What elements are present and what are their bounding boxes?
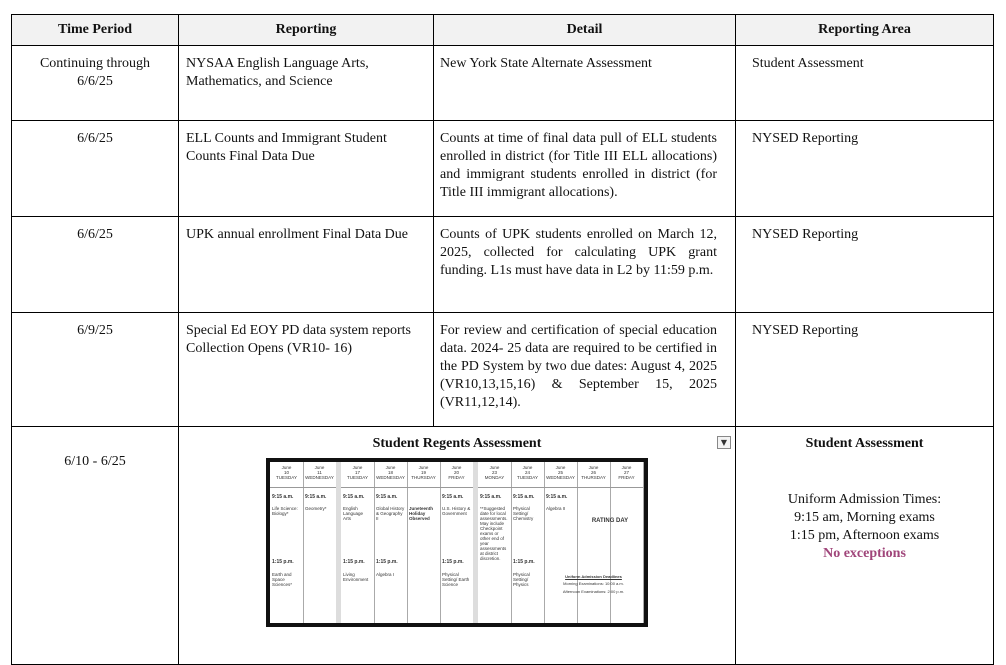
regents-period: 6/10 - 6/25 — [64, 454, 126, 469]
schedule-weekday: WEDNESDAY — [305, 475, 334, 480]
reporting-table — [11, 14, 994, 665]
schedule-pm-exam: Living Environment — [343, 572, 369, 582]
regents-schedule-image — [266, 458, 648, 627]
reporting-cell: NYSAA English Language Arts, Mathematics, and Science — [179, 46, 434, 121]
schedule-date: 27 — [623, 470, 629, 475]
detail-cell: Counts of UPK students enrolled on March 12, 2025, collected for calculating UPK grant funding. L1s must have data in L2 by 11:59 p.m. — [434, 217, 736, 313]
reporting-area-cell: NYSED Reporting — [736, 313, 994, 427]
schedule-day-column — [374, 462, 408, 623]
schedule-am-exam: Global History & Geography II — [376, 506, 405, 521]
detail-cell: For review and certification of special education data. 2024- 25 data are required to be certified in the PD System by two due dates: August 4, 2025 (VR10,13,15,16) & September 15, 2025 (VR11,12,14). — [434, 313, 736, 427]
schedule-day-column — [303, 462, 337, 623]
schedule-day-column — [407, 462, 441, 623]
schedule-am-time: 9:15 a.m. — [513, 494, 535, 500]
table-row — [12, 46, 994, 121]
reporting-cell: ELL Counts and Immigrant Student Counts Final Data Due — [179, 121, 434, 217]
schedule-day-column — [270, 462, 304, 623]
schedule-am-exam: Juneteenth Holiday Observed — [409, 506, 434, 521]
schedule-pm-exam: Physical Setting/ Physics — [513, 572, 530, 587]
schedule-weekday: FRIDAY — [618, 475, 635, 480]
schedule-pm-time: 1:15 p.m. — [513, 559, 535, 565]
reporting-area-cell: Student Assessment — [736, 46, 994, 121]
schedule-am-exam: Geometry* — [305, 506, 327, 511]
regents-row — [12, 427, 994, 665]
schedule-day-column — [478, 462, 512, 623]
schedule-day-column — [544, 462, 578, 623]
schedule-pm-exam: Earth and Space Sciences* — [272, 572, 293, 587]
schedule-weekday: MONDAY — [484, 475, 505, 480]
reporting-cell: UPK annual enrollment Final Data Due — [179, 217, 434, 313]
uad-afternoon: Afternoon Examinations: 2:00 p.m. — [562, 589, 625, 594]
header-detail: Detail — [434, 15, 736, 46]
reporting-area-cell — [736, 427, 994, 665]
schedule-date: 23 — [491, 470, 497, 475]
schedule-month: June — [314, 465, 325, 470]
schedule-weekday: TUESDAY — [276, 475, 297, 480]
schedule-pm-time: 1:15 p.m. — [442, 559, 464, 565]
schedule-am-time: 9:15 a.m. — [546, 494, 568, 500]
header-time-period: Time Period — [12, 15, 179, 46]
schedule-am-time: 9:15 a.m. — [480, 494, 502, 500]
table-row — [12, 217, 994, 313]
rating-day-label: RATING DAY — [591, 518, 629, 524]
schedule-weekday: WEDNESDAY — [546, 475, 575, 480]
schedule-month: June — [352, 465, 363, 470]
schedule-pm-time: 1:15 p.m. — [343, 559, 365, 565]
schedule-am-exam: Algebra II — [546, 506, 566, 511]
schedule-day-header — [544, 462, 577, 488]
schedule-month: June — [418, 465, 429, 470]
schedule-pm-exam: Algebra I — [376, 572, 395, 577]
schedule-date: 25 — [557, 470, 563, 475]
uad-morning: Morning Examinations: 10:00 a.m. — [563, 581, 624, 586]
schedule-am-exam: Life Science: Biology* — [272, 506, 298, 516]
schedule-day-header — [407, 462, 440, 488]
schedule-date: 26 — [590, 470, 596, 475]
schedule-day-header — [610, 462, 643, 488]
time-period-cell: Continuing through 6/6/25 — [12, 46, 179, 121]
time-period-cell: 6/9/25 — [12, 313, 179, 427]
schedule-month: June — [555, 465, 566, 470]
schedule-month: June — [588, 465, 599, 470]
header-reporting-area: Reporting Area — [736, 15, 994, 46]
schedule-am-exam: Physical Setting/ Chemistry — [513, 506, 534, 521]
schedule-am-exam: U.S. History & Government — [442, 506, 471, 516]
schedule-month: June — [281, 465, 292, 470]
detail-cell: New York State Alternate Assessment — [434, 46, 736, 121]
schedule-day-header — [270, 462, 303, 488]
schedule-date: 10 — [283, 470, 289, 475]
schedule-day-header — [577, 462, 610, 488]
document — [11, 14, 993, 665]
header-reporting: Reporting — [179, 15, 434, 46]
schedule-am-exam: English Language Arts — [343, 506, 364, 521]
schedule-grid — [270, 462, 644, 623]
regents-cell — [179, 427, 736, 665]
schedule-date: 24 — [524, 470, 530, 475]
schedule-day-column — [440, 462, 474, 623]
time-period-cell: 6/6/25 — [12, 121, 179, 217]
afternoon-time: 1:15 pm, Afternoon exams — [789, 528, 940, 543]
reporting-area-cell: NYSED Reporting — [736, 121, 994, 217]
schedule-day-column — [341, 462, 375, 623]
schedule-month: June — [385, 465, 396, 470]
schedule-day-column — [511, 462, 545, 623]
schedule-am-time: 9:15 a.m. — [305, 494, 327, 500]
schedule-date: 20 — [453, 470, 459, 475]
schedule-month: June — [489, 465, 500, 470]
chevron-down-icon[interactable]: ▼ — [717, 436, 731, 449]
time-period-cell — [12, 427, 179, 665]
schedule-month: June — [451, 465, 462, 470]
schedule-pm-time: 1:15 p.m. — [272, 559, 294, 565]
schedule-day-header — [341, 462, 374, 488]
morning-time: 9:15 am, Morning exams — [794, 510, 935, 525]
schedule-day-column — [577, 462, 611, 623]
table-header-row — [12, 15, 994, 46]
schedule-am-time: 9:15 a.m. — [442, 494, 464, 500]
schedule-am-time: 9:15 a.m. — [272, 494, 294, 500]
schedule-weekday: TUESDAY — [347, 475, 368, 480]
schedule-date: 11 — [317, 470, 322, 475]
schedule-am-time: 9:15 a.m. — [343, 494, 365, 500]
reporting-area-cell: NYSED Reporting — [736, 217, 994, 313]
schedule-pm-time: 1:15 p.m. — [376, 559, 398, 565]
reporting-cell: Special Ed EOY PD data system reports Collection Opens (VR10- 16) — [179, 313, 434, 427]
regents-title: Student Regents Assessment — [372, 436, 542, 451]
schedule-month: June — [522, 465, 533, 470]
schedule-am-time: 9:15 a.m. — [376, 494, 398, 500]
schedule-date: 18 — [387, 470, 393, 475]
admission-heading: Uniform Admission Times: — [787, 492, 942, 507]
regents-title-block — [179, 435, 735, 453]
schedule-am-exam: **Suggested date for local assessments. May include Checkpoint exams or other end of year assessments at district discretion. — [480, 506, 508, 561]
schedule-day-header — [374, 462, 407, 488]
admission-times — [736, 491, 993, 563]
uad-title: Uniform Admission Deadlines — [565, 574, 622, 579]
area-title: Student Assessment — [805, 436, 924, 451]
no-exceptions-note: No exceptions — [823, 546, 906, 561]
detail-cell: Counts at time of final data pull of ELL students enrolled in district (for Title III ELL allocations) and immigrant students enrolled in district (for Title III immigrant allocations). — [434, 121, 736, 217]
schedule-month: June — [621, 465, 632, 470]
schedule-weekday: THURSDAY — [411, 475, 436, 480]
schedule-weekday: WEDNESDAY — [376, 475, 405, 480]
schedule-day-column — [610, 462, 644, 623]
schedule-day-header — [511, 462, 544, 488]
time-period-cell: 6/6/25 — [12, 217, 179, 313]
table-row — [12, 121, 994, 217]
schedule-day-header — [303, 462, 336, 488]
schedule-pm-exam: Physical Setting/ Earth Science — [442, 572, 470, 587]
schedule-weekday: FRIDAY — [448, 475, 465, 480]
schedule-day-header — [440, 462, 473, 488]
table-row — [12, 313, 994, 427]
uniform-admission-deadlines — [544, 574, 643, 594]
schedule-day-header — [478, 462, 511, 488]
schedule-date: 19 — [420, 470, 426, 475]
schedule-date: 17 — [354, 470, 360, 475]
schedule-weekday: THURSDAY — [581, 475, 606, 480]
schedule-weekday: TUESDAY — [517, 475, 538, 480]
